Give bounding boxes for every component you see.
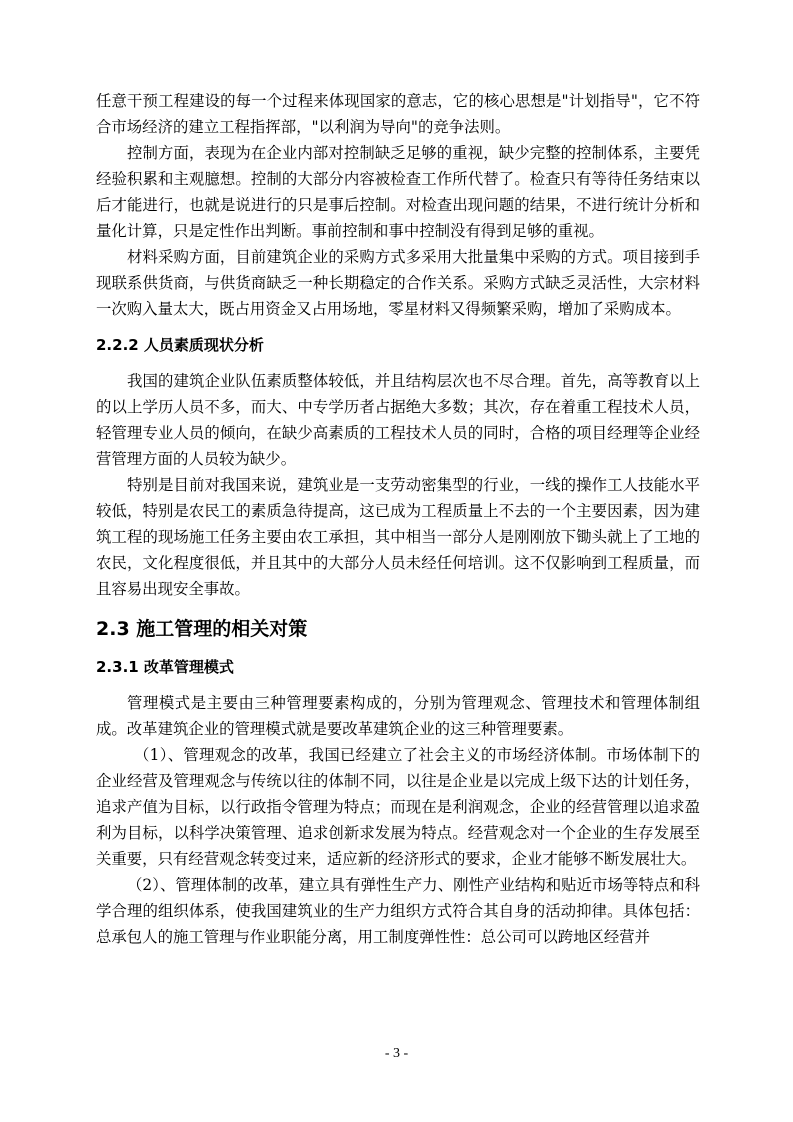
section-heading-2-3: 2.3 施工管理的相关对策 — [96, 618, 308, 640]
page-number: - 3 - — [384, 1046, 409, 1061]
paragraph-management-mode: 管理模式是主要由三种管理要素构成的，分别为管理观念、管理技术和管理体制组成。改革建筑企业的管理模式就是要改革建筑企业的这三种管理要素。 — [96, 694, 700, 738]
paragraph-concept-reform: （1）、管理观念的改革，我国已经建立了社会主义的市场经济体制。市场体制下的企业经营及管理观念与传统以往的体制不同，以往是企业是以完成上级下达的计划任务，追求产值为目标，以行政指令管理为特点；而现在是利润观念，企业的经营管理以追求盈利为目标，以科学决策管理、追求创新求发展为特点。经营观念对一个企业的生存发展至关重要，只有经营观念转变过来，适应新的经济形式的要求，企业才能够不断发展壮大。 — [96, 746, 700, 868]
paragraph-control: 控制方面，表现为在企业内部对控制缺乏足够的重视，缺少完整的控制体系，主要凭经验积累和主观臆想。控制的大部分内容被检查工作所代替了。检查只有等待任务结束以后才能进行，也就是说进行的只是事后控制。对检查出现问题的结果，不进行统计分析和量化计算，只是定性作出判断。事前控制和事中控制没有得到足够的重视。 — [96, 144, 700, 240]
paragraph-staff-quality: 我国的建筑企业队伍素质整体较低，并且结构层次也不尽合理。首先，高等教育以上的以上学历人员不多，而大、中专学历者占据绝大多数；其次，存在着重工程技术人员，轻管理专业人员的倾向，在缺少高素质的工程技术人员的同时，合格的项目经理等企业经营管理方面的人员较为缺少。 — [96, 372, 700, 468]
paragraph-continuation: 任意干预工程建设的每一个过程来体现国家的意志，它的核心思想是"计划指导"，它不符合市场经济的建立工程指挥部，"以利润为导向"的竞争法则。 — [96, 92, 700, 136]
paragraph-procurement: 材料采购方面，目前建筑企业的采购方式多采用大批量集中采购的方式。项目接到手现联系供货商，与供货商缺乏一种长期稳定的合作关系。采购方式缺乏灵活性，大宗材料一次购入量太大，既占用资金又占用场地，零星材料又得频繁采购，增加了采购成本。 — [96, 248, 700, 318]
paragraph-system-reform: （2）、管理体制的改革，建立具有弹性生产力、刚性产业结构和贴近市场等特点和科学合理的组织体系，使我国建筑业的生产力组织方式符合其自身的活动抑律。具体包括：总承包人的施工管理与作业职能分离，用工制度弹性性：总公司可以跨地区经营并 — [96, 876, 700, 946]
paragraph-labor: 特别是目前对我国来说，建筑业是一支劳动密集型的行业，一线的操作工人技能水平较低，特别是农民工的素质急待提高，这已成为工程质量上不去的一个主要因素，因为建筑工程的现场施工任务主要由农工承担，其中相当一部分人是刚刚放下锄头就上了工地的农民，文化程度很低，并且其中的大部分人员未经任何培训。这不仅影响到工程质量，而且容易出现安全事故。 — [96, 476, 700, 598]
section-heading-2-2-2: 2.2.2 人员素质现状分析 — [96, 336, 264, 354]
document-body — [96, 88, 700, 950]
section-heading-2-3-1: 2.3.1 改革管理模式 — [96, 658, 234, 676]
